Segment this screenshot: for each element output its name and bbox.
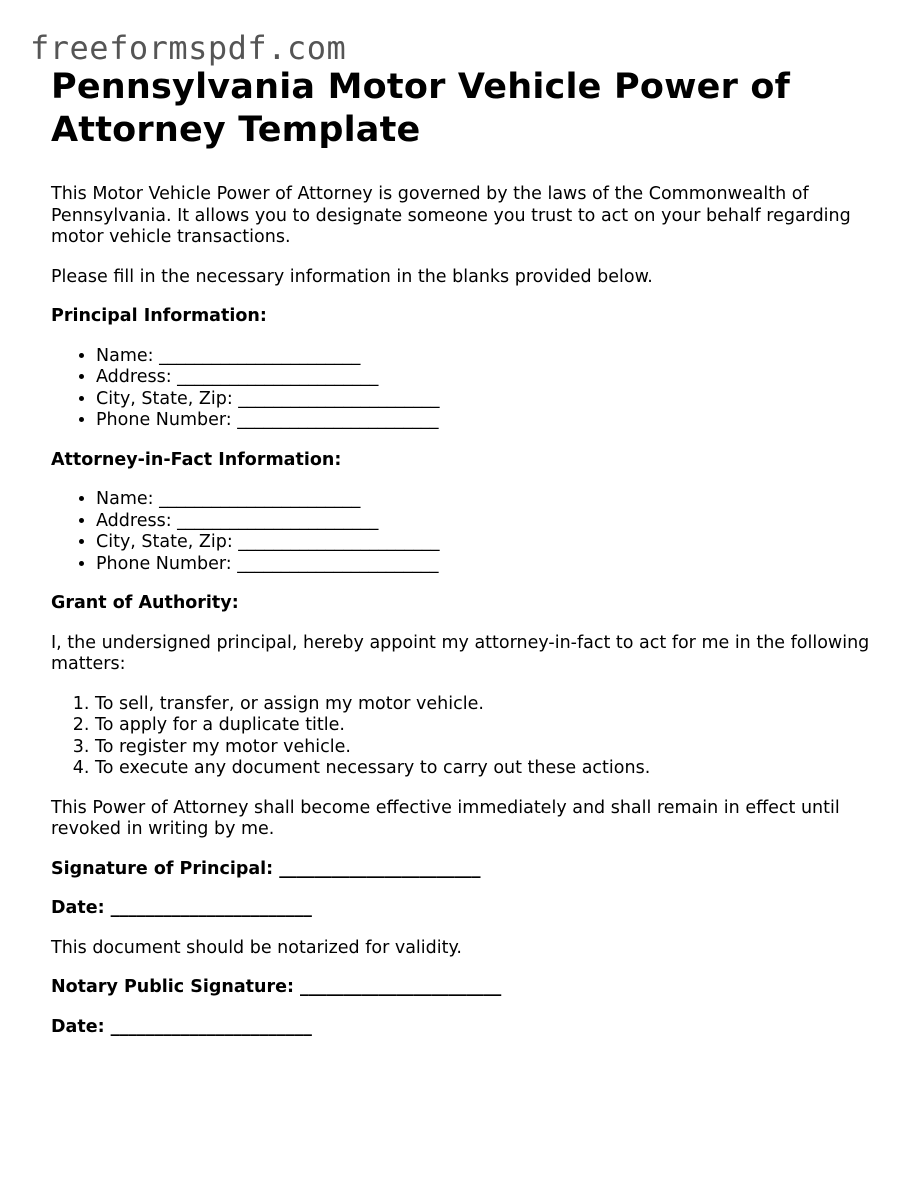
intro-paragraph: This Motor Vehicle Power of Attorney is governed by the laws of the Commonwealth of Pennsylvania. It allows you to designate someone you trust to act on your behalf regarding motor vehicle transactions.: [51, 184, 851, 247]
principal-signature-line: Signature of Principal: _______________________: [51, 858, 481, 879]
grant-heading: Grant of Authority:: [51, 593, 239, 613]
watermark: freeformspdf.com: [30, 29, 347, 67]
document-body: [51, 66, 891, 1038]
attorney-phone-field: • Phone Number: _______________________: [96, 554, 891, 576]
effective-paragraph: This Power of Attorney shall become effective immediately and shall remain in effect until revoked in writing by me.: [51, 797, 840, 839]
principal-date-line: Date: _______________________: [51, 898, 312, 918]
notarize-note: This document should be notarized for validity.: [51, 937, 462, 958]
attorney-heading: Attorney-in-Fact Information:: [51, 449, 342, 470]
attorney-name-field: • Name: _______________________: [96, 489, 891, 511]
grant-matters-list: [51, 694, 891, 780]
notary-signature-line: Notary Public Signature: _______________________: [51, 977, 502, 997]
grant-matter-item: 3. To register my motor vehicle.: [95, 737, 891, 759]
attorney-fields-list: [51, 489, 891, 575]
grant-matter-item: 1. To sell, transfer, or assign my motor vehicle.: [95, 694, 891, 716]
principal-phone-field: • Phone Number: _______________________: [96, 410, 891, 432]
principal-fields-list: [51, 346, 891, 432]
principal-name-field: • Name: _______________________: [96, 346, 891, 368]
instruction-paragraph: Please fill in the necessary information in the blanks provided below.: [51, 266, 653, 287]
page-title: Pennsylvania Motor Vehicle Power of Attorney Template: [51, 67, 791, 150]
principal-heading: Principal Information:: [51, 306, 267, 326]
attorney-city-state-zip-field: • City, State, Zip: _______________________: [96, 532, 891, 554]
attorney-address-field: • Address: _______________________: [96, 511, 891, 533]
principal-city-state-zip-field: • City, State, Zip: _______________________: [96, 389, 891, 411]
grant-matter-item: 2. To apply for a duplicate title.: [95, 715, 891, 737]
principal-address-field: • Address: _______________________: [96, 367, 891, 389]
grant-matter-item: 4. To execute any document necessary to carry out these actions.: [95, 758, 891, 780]
grant-paragraph: I, the undersigned principal, hereby appoint my attorney-in-fact to act for me in the following matters:: [51, 632, 870, 674]
notary-date-line: Date: _______________________: [51, 1016, 312, 1037]
